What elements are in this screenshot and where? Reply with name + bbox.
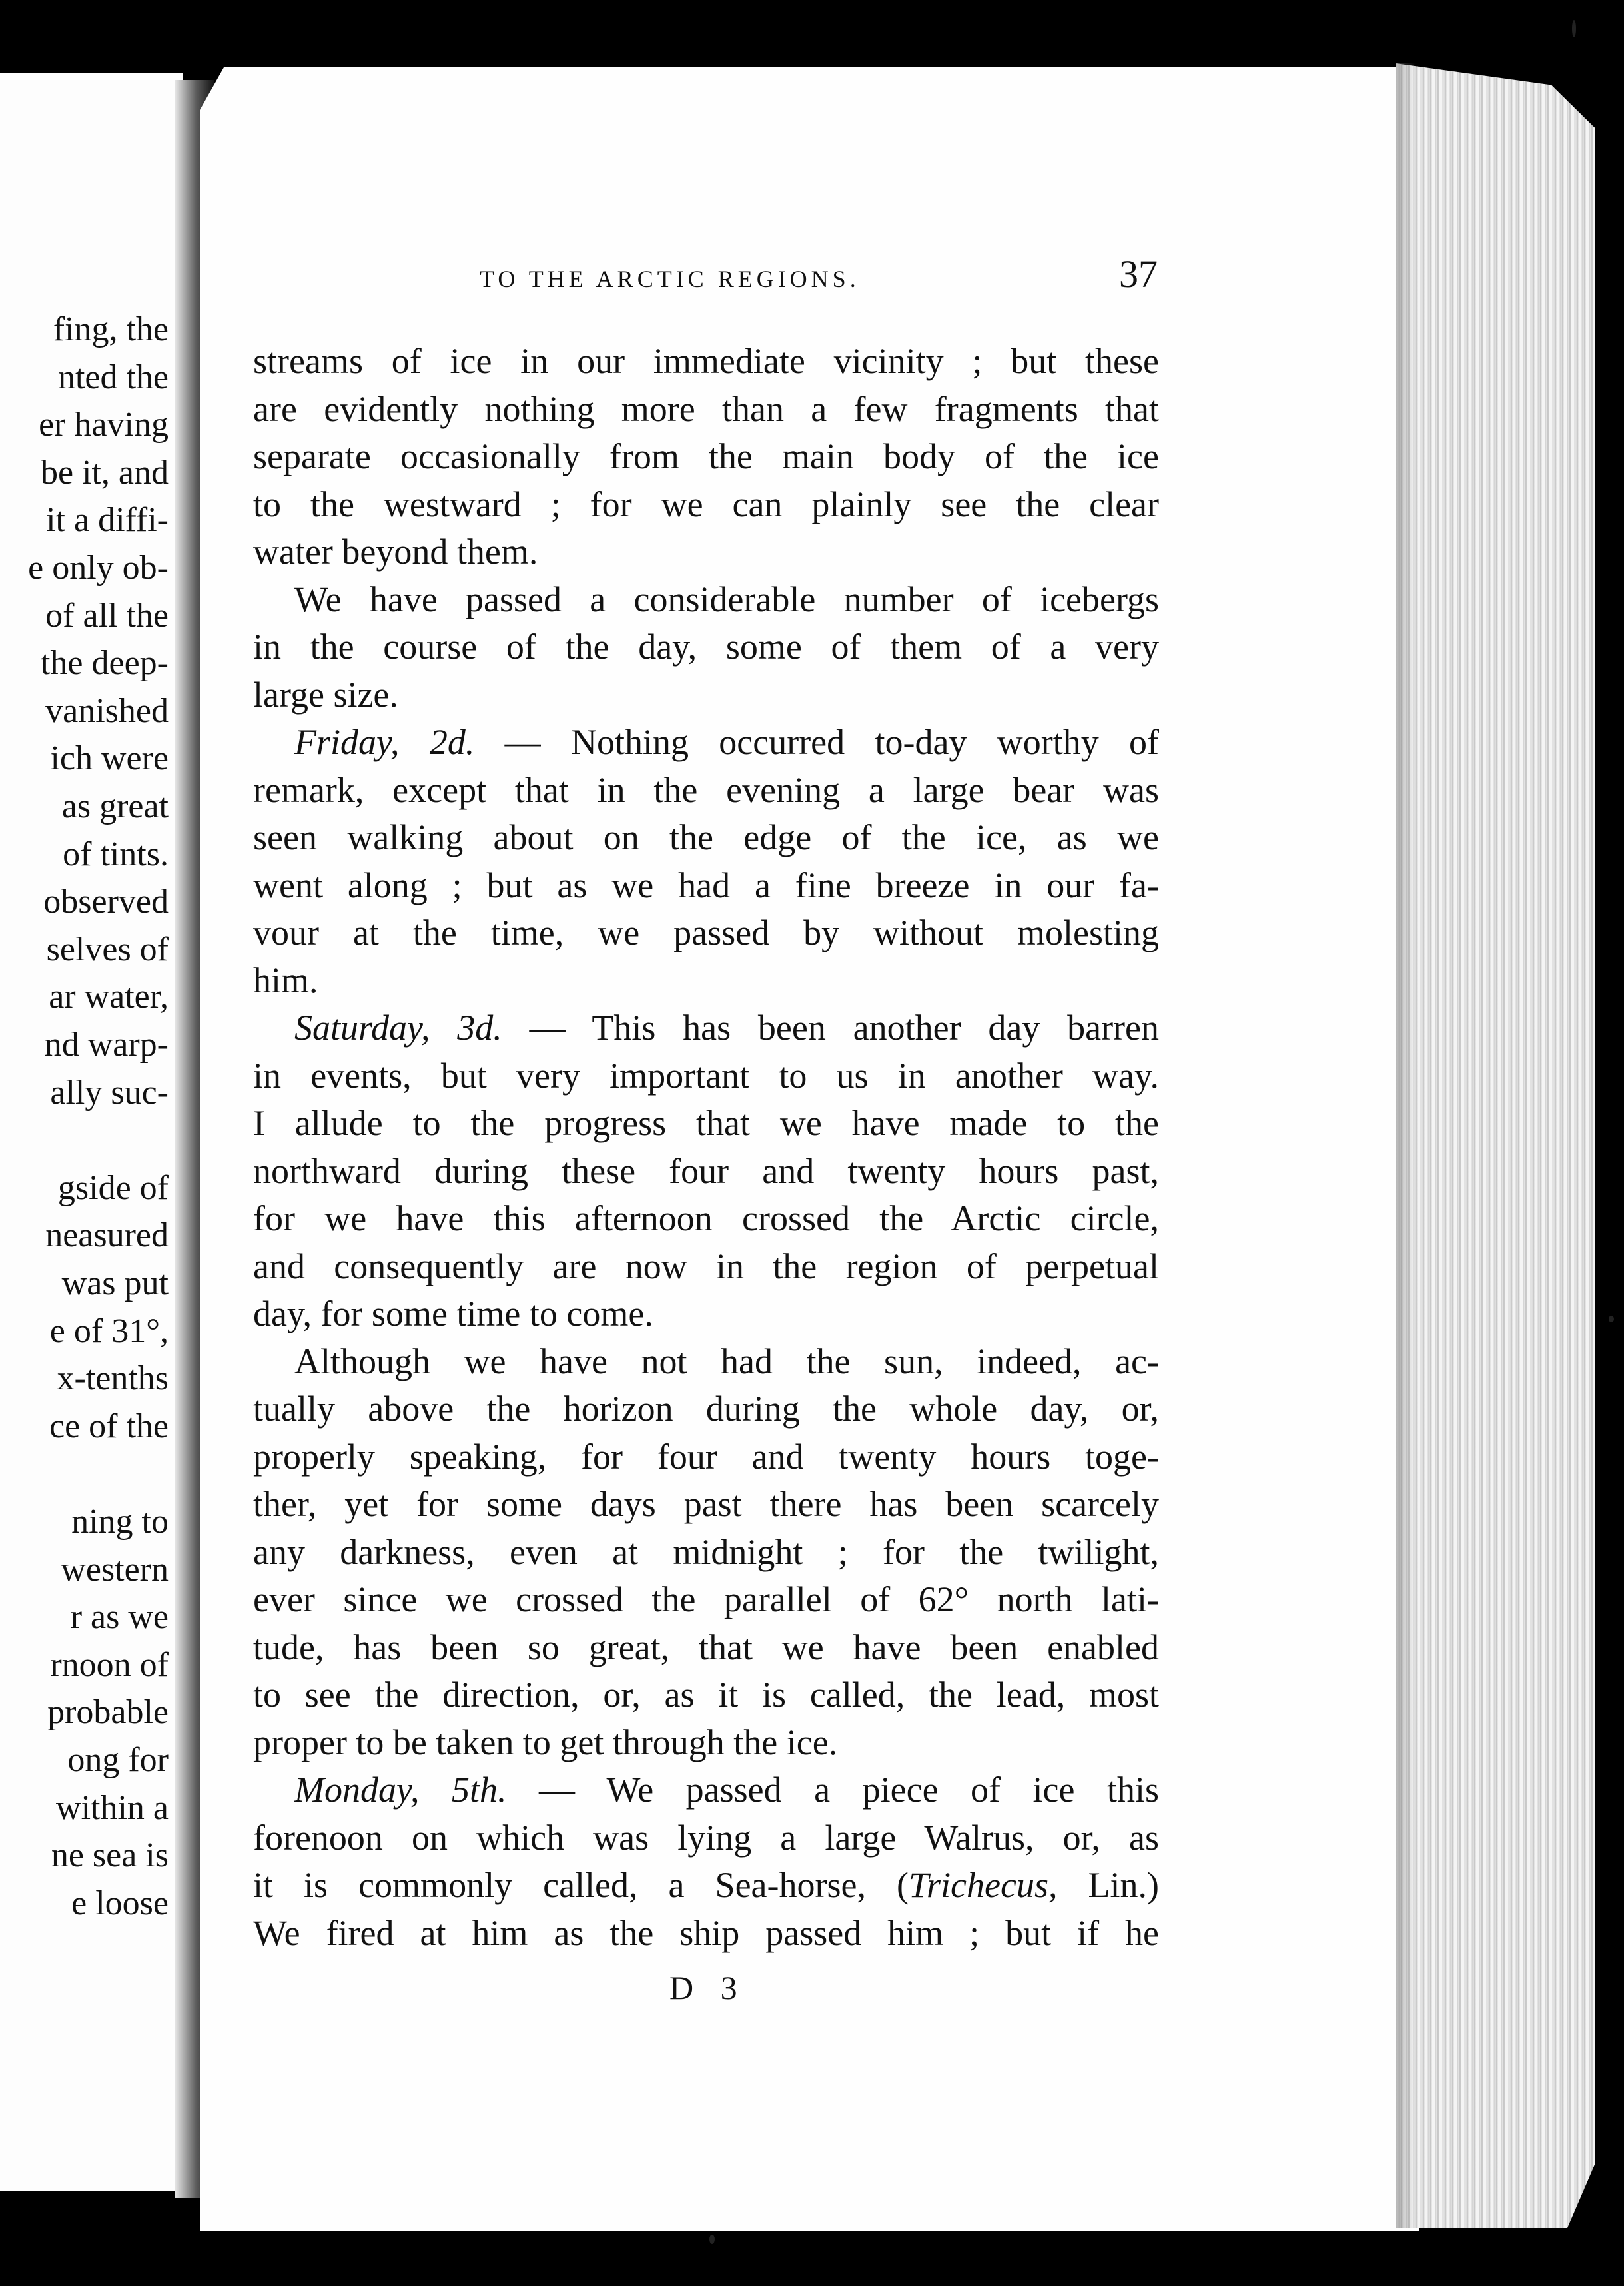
body-line <box>253 1721 1159 1764</box>
scan-speck <box>1572 20 1576 37</box>
body-line-text: I allude to the progress that we have made to the <box>253 1103 1159 1143</box>
body-line <box>294 578 1159 621</box>
body-line-text: ever since we crossed the parallel of 62° north lati- <box>253 1579 1159 1619</box>
body-line-text: — We passed a piece of ice this <box>506 1770 1160 1810</box>
body-line <box>253 1245 1159 1288</box>
body-line-italic-date: 5th. <box>452 1770 507 1810</box>
facing-page <box>0 73 183 2191</box>
body-line-text: We fired at him as the ship passed him ; but if he <box>253 1912 1159 1953</box>
body-line-text: properly speaking, for four and twenty hours toge- <box>253 1436 1159 1477</box>
body-line-text: went along ; but as we had a fine breeze in our fa- <box>253 865 1159 905</box>
page-edges <box>1396 63 1595 2228</box>
body-line-italic-date: 3d. <box>457 1008 502 1048</box>
facing-page-line: ong for <box>67 1741 169 1779</box>
body-line-text: tude, has been so great, that we have been enabled <box>253 1627 1159 1667</box>
body-line-text: ther, yet for some days past there has been scarcely <box>253 1484 1159 1524</box>
body-line <box>253 1054 1159 1097</box>
body-line <box>253 1387 1159 1430</box>
body-line <box>253 1864 1159 1906</box>
facing-page-line: gside of <box>57 1168 169 1207</box>
body-line-text: in the course of the day, some of them of a very <box>253 627 1159 667</box>
body-line-italic: Monday, <box>294 1770 420 1810</box>
body-line-text: northward during these four and twenty hours past, <box>253 1150 1159 1191</box>
body-line <box>294 1340 1159 1383</box>
body-line-text: in events, but very important to us in another way. <box>253 1055 1159 1096</box>
facing-page-line: vanished <box>45 691 169 730</box>
body-line-text: — Nothing occurred to-day worthy of <box>474 722 1160 762</box>
facing-page-line: was put <box>61 1264 169 1302</box>
scan-speck <box>1609 1316 1614 1322</box>
body-line <box>253 1197 1159 1240</box>
body-line-text: Lin.) <box>1057 1865 1159 1905</box>
facing-page-line: r as we <box>70 1598 169 1637</box>
body-line <box>294 1006 1159 1049</box>
body-line <box>253 769 1159 811</box>
body-line-italic: Saturday, <box>294 1008 430 1048</box>
body-line-text: — This has been another day barren <box>502 1008 1159 1048</box>
facing-page-line: ne sea is <box>51 1836 169 1875</box>
facing-page-line: ar water, <box>49 978 169 1016</box>
body-line <box>253 1435 1159 1478</box>
facing-page-line: probable <box>47 1693 169 1732</box>
body-line <box>253 1816 1159 1859</box>
body-line <box>294 721 1159 763</box>
body-line-text: to the westward ; for we can plainly see the clear <box>253 484 1159 524</box>
facing-page-line: ning to <box>71 1503 169 1541</box>
body-line-text: him. <box>253 960 318 1000</box>
body-line <box>253 959 1159 1002</box>
body-line <box>253 911 1159 954</box>
body-line-italic-date: 2d. <box>429 722 475 762</box>
facing-page-line: ich were <box>50 739 169 778</box>
body-line-text: it is commonly called, a Sea-horse, ( <box>253 1865 909 1905</box>
facing-page-line: selves of <box>46 930 169 968</box>
facing-page-line: as great <box>61 787 169 825</box>
facing-page-line: of all the <box>45 596 169 635</box>
facing-page-line: be it, and <box>40 453 169 492</box>
body-line-text: We have passed a considerable number of icebergs <box>294 579 1159 619</box>
facing-page-line: it a diffi- <box>46 501 169 540</box>
signature-mark: D 3 <box>669 1969 747 2006</box>
body-line <box>253 483 1159 526</box>
body-line <box>253 864 1159 907</box>
facing-page-line: nted the <box>57 358 169 396</box>
body-line <box>253 625 1159 668</box>
facing-page-line: e loose <box>71 1884 169 1922</box>
body-line-text: vour at the time, we passed by without molesting <box>253 913 1159 952</box>
facing-page-line: ce of the <box>49 1407 169 1445</box>
body-line-text: proper to be taken to get through the ice. <box>253 1722 838 1762</box>
facing-page-line: rnoon of <box>50 1645 169 1684</box>
facing-page-line: fing, the <box>53 310 169 348</box>
facing-page-line: neasured <box>45 1216 169 1255</box>
page-edge-shadow <box>1396 63 1416 2228</box>
body-line <box>253 530 1159 573</box>
body-line <box>294 1768 1159 1811</box>
body-line <box>253 1673 1159 1716</box>
body-line <box>253 435 1159 478</box>
body-line-text: day, for some time to come. <box>253 1294 653 1334</box>
body-line-text: tually above the horizon during the whole day, or, <box>253 1389 1159 1429</box>
facing-page-line: e of 31°, <box>49 1312 169 1350</box>
body-line-text: and consequently are now in the region of perpetual <box>253 1246 1159 1286</box>
body-line <box>253 1102 1159 1144</box>
facing-page-line: er having <box>39 406 169 444</box>
body-line-italic: Trichecus, <box>908 1865 1058 1905</box>
body-line-text: streams of ice in our immediate vicinity ; but these <box>253 341 1159 381</box>
body-line-text: seen walking about on the edge of the ice, as we <box>253 817 1159 857</box>
body-line-italic: Friday, <box>294 722 400 762</box>
facing-page-line: ally suc- <box>50 1073 169 1112</box>
facing-page-line: of tints. <box>63 835 169 873</box>
facing-page-line: nd warp- <box>44 1026 169 1064</box>
body-line <box>253 816 1159 859</box>
body-line-text: are evidently nothing more than a few fragments that <box>253 388 1159 429</box>
body-line <box>253 1578 1159 1621</box>
page-number: 37 <box>1119 252 1158 296</box>
body-line-text: remark, except that in the evening a large bear was <box>253 769 1159 810</box>
scan-speck <box>709 2235 715 2244</box>
facing-page-line: x-tenths <box>57 1359 169 1398</box>
facing-page-line: e only ob- <box>28 549 169 587</box>
body-line-text: forenoon on which was lying a large Walrus, or, as <box>253 1817 1159 1858</box>
body-line-text: water beyond them. <box>253 532 538 572</box>
body-line-text: to see the direction, or, as it is called, the lead, most <box>253 1675 1159 1714</box>
facing-page-line: the deep- <box>40 644 169 683</box>
body-line-text: large size. <box>253 674 398 715</box>
body-line <box>253 340 1159 382</box>
body-line-text: Although we have not had the sun, indeed, ac- <box>294 1341 1159 1381</box>
body-line-text: for we have this afternoon crossed the Arctic circle, <box>253 1198 1159 1238</box>
body-line-text: separate occasionally from the main body of the ice <box>253 436 1159 476</box>
body-line <box>253 388 1159 430</box>
body-line-text: any darkness, even at midnight ; for the twilight, <box>253 1531 1159 1572</box>
body-line <box>253 1292 1159 1335</box>
facing-page-line: western <box>61 1550 169 1589</box>
body-line <box>253 673 1159 716</box>
body-line <box>253 1626 1159 1669</box>
facing-page-line: observed <box>43 883 169 921</box>
body-line <box>253 1483 1159 1525</box>
running-head: TO THE ARCTIC REGIONS. <box>480 266 860 292</box>
body-line <box>253 1150 1159 1192</box>
facing-page-line: within a <box>56 1788 169 1827</box>
body-line <box>253 1912 1159 1954</box>
body-line <box>253 1531 1159 1573</box>
